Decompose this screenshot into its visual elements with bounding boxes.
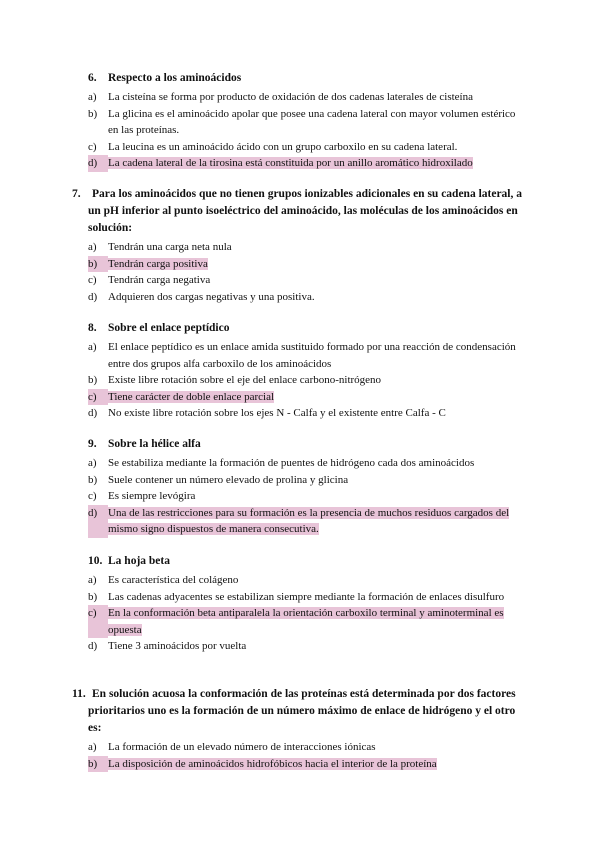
option-item <box>88 272 528 289</box>
option-text-highlighted: En la conformación beta antiparalela la orientación carboxilo terminal y aminoterminal es opuesta <box>108 607 504 636</box>
option-letter: c) <box>88 605 108 638</box>
option-letter: a) <box>88 574 97 586</box>
option-item-correct <box>88 756 528 773</box>
option-letter: b) <box>88 374 98 386</box>
option-item <box>88 339 528 372</box>
option-text: La leucina es un aminoácido ácido con un grupo carboxilo en su cadena lateral. <box>108 140 458 153</box>
option-item-correct <box>88 605 528 638</box>
option-item-correct <box>88 505 528 538</box>
question-text: Sobre el enlace peptídico <box>108 322 230 334</box>
option-letter: c) <box>88 490 97 502</box>
question-number: 8. <box>88 322 97 334</box>
option-item <box>88 572 528 589</box>
option-item <box>88 589 528 606</box>
option-letter: d) <box>88 155 108 172</box>
option-text: Las cadenas adyacentes se estabilizan siempre mediante la formación de enlaces disulfuro <box>108 590 505 603</box>
question-title <box>72 186 528 237</box>
option-text: La cisteína se forma por producto de oxidación de dos cadenas laterales de cisteína <box>108 91 473 103</box>
option-text-highlighted: Tiene carácter de doble enlace parcial <box>108 390 275 403</box>
option-text-highlighted: Tendrán carga positiva <box>108 257 208 270</box>
question-title <box>72 686 528 737</box>
question-11 <box>72 686 528 772</box>
option-letter: a) <box>88 341 97 353</box>
option-item <box>88 488 528 505</box>
option-text: Suele contener un número elevado de prolina y glicina <box>108 473 349 486</box>
option-item <box>88 472 528 489</box>
option-list <box>88 455 528 538</box>
question-number: 9. <box>88 438 97 450</box>
option-item <box>88 455 528 472</box>
option-item <box>88 239 528 256</box>
option-text: Existe libre rotación sobre el eje del enlace carbono-nitrógeno <box>108 374 382 386</box>
question-number: 11. <box>72 688 86 700</box>
option-text: La glicina es el aminoácido apolar que posee una cadena lateral con mayor volumen estérico en las proteínas. <box>108 107 516 136</box>
option-letter: b) <box>88 473 98 486</box>
option-list <box>88 572 528 655</box>
option-item <box>88 106 528 139</box>
option-letter: d) <box>88 640 98 652</box>
option-text: La formación de un elevado número de interacciones iónicas <box>108 741 376 753</box>
option-text-highlighted: Una de las restricciones para su formación es la presencia de muchos residuos cargados del mismo signo dispuestos de manera consecutiva. <box>108 506 510 535</box>
option-text: El enlace peptídico es un enlace amida sustituido formado por una reacción de condensación entre dos grupos alfa carboxilo de los aminoácidos <box>108 341 516 370</box>
option-list <box>88 239 528 305</box>
question-text: La hoja beta <box>108 555 170 567</box>
option-letter: a) <box>88 457 97 469</box>
question-title <box>88 70 528 87</box>
question-number: 7. <box>72 188 81 200</box>
option-list <box>88 89 528 172</box>
option-item <box>88 139 528 156</box>
option-text: Tendrán una carga neta nula <box>108 241 232 253</box>
option-letter: d) <box>88 407 98 419</box>
option-item <box>88 89 528 106</box>
option-item <box>88 739 528 756</box>
option-letter: a) <box>88 91 97 103</box>
option-item-correct <box>88 155 528 172</box>
option-item-correct <box>88 389 528 406</box>
question-title <box>88 436 528 453</box>
option-text-highlighted: La cadena lateral de la tirosina está constituida por un anillo aromático hidroxilado <box>108 157 473 169</box>
option-text: Es característica del colágeno <box>108 574 239 586</box>
question-6 <box>88 70 528 172</box>
question-title <box>88 553 528 570</box>
question-text: Sobre la hélice alfa <box>108 438 201 450</box>
option-text: Adquieren dos cargas negativas y una positiva. <box>108 290 315 303</box>
option-text: No existe libre rotación sobre los ejes N - Calfa y el existente entre Calfa - C <box>108 407 446 419</box>
option-letter: d) <box>88 505 108 538</box>
option-letter: b) <box>88 107 98 120</box>
option-letter: c) <box>88 274 97 286</box>
option-item <box>88 638 528 655</box>
option-item-correct <box>88 256 528 273</box>
option-item <box>88 289 528 306</box>
question-title <box>88 320 528 337</box>
option-letter: a) <box>88 241 97 253</box>
question-7 <box>72 186 528 305</box>
question-8 <box>88 320 528 422</box>
option-list <box>88 739 528 772</box>
option-list <box>88 339 528 422</box>
question-text: Respecto a los aminoácidos <box>108 72 242 84</box>
question-text: Para los aminoácidos que no tienen grupos ionizables adicionales en su cadena lateral, a un pH inferior al punto isoeléctrico del aminoácido, las moléculas de los aminoácidos en solución: <box>88 188 522 234</box>
question-text: En solución acuosa la conformación de las proteínas está determinada por dos factores prioritarios uno es la formación de un número máximo de enlace de hidrógeno y el otro es: <box>88 688 516 734</box>
option-letter: a) <box>88 741 97 753</box>
option-text: Es siempre levógira <box>108 490 196 502</box>
question-10 <box>88 553 528 655</box>
option-letter: b) <box>88 590 98 603</box>
option-text: Tendrán carga negativa <box>108 274 211 286</box>
option-letter: c) <box>88 140 97 153</box>
option-text-highlighted: La disposición de aminoácidos hidrofóbicos hacia el interior de la proteína <box>108 757 437 770</box>
option-item <box>88 405 528 422</box>
option-letter: d) <box>88 290 98 303</box>
option-letter: b) <box>88 256 108 273</box>
question-number: 10. <box>88 555 103 567</box>
option-text: Tiene 3 aminoácidos por vuelta <box>108 640 247 652</box>
option-letter: c) <box>88 389 108 406</box>
question-number: 6. <box>88 72 97 84</box>
option-letter: b) <box>88 756 108 773</box>
option-text: Se estabiliza mediante la formación de puentes de hidrógeno cada dos aminoácidos <box>108 457 475 469</box>
question-9 <box>88 436 528 538</box>
option-item <box>88 372 528 389</box>
